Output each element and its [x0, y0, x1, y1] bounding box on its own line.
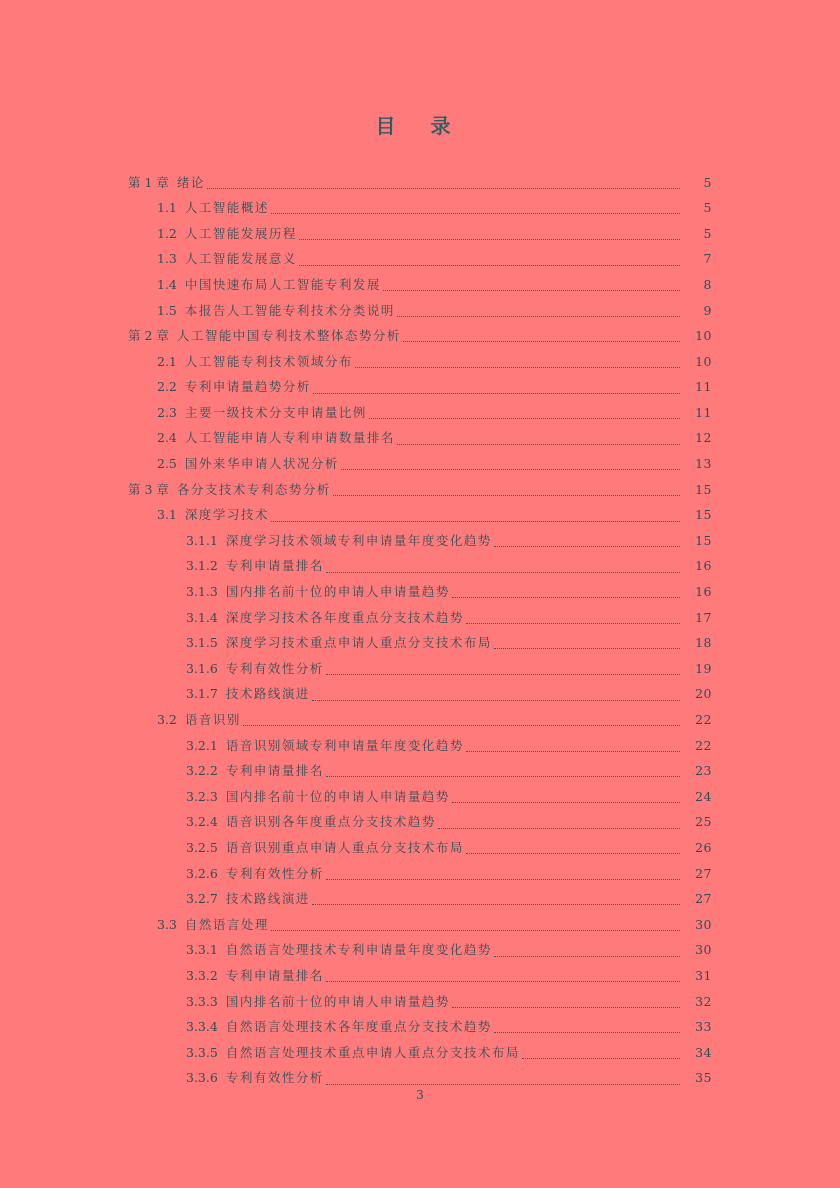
toc-entry-title: 专利有效性分析: [225, 1070, 324, 1086]
dot-leader: [341, 468, 680, 470]
toc-entry[interactable]: [0, 580, 840, 606]
toc-entry[interactable]: [0, 733, 840, 759]
toc-entry-title: 中国快速布局人工智能专利发展: [184, 276, 381, 292]
dot-leader: [466, 852, 680, 854]
toc-entry[interactable]: [0, 298, 840, 324]
toc-entry-page: 31: [695, 967, 712, 983]
dot-leader: [452, 1006, 680, 1008]
toc-entry[interactable]: [0, 912, 840, 938]
toc-entry[interactable]: [0, 605, 840, 631]
toc-entry[interactable]: [0, 682, 840, 708]
toc-entry-title: 专利申请量趋势分析: [184, 379, 311, 395]
toc-entry-number: 3.2.1: [186, 737, 218, 753]
toc-entry-number: 1.3: [157, 251, 177, 267]
toc-entry-number: 第 2 章: [128, 328, 169, 344]
toc-entry-page: 27: [695, 891, 712, 907]
toc-entry-title: 自然语言处理技术重点申请人重点分支技术布局: [225, 1044, 520, 1060]
toc-entry-number: 3.1.1: [186, 532, 218, 548]
toc-entry-number: 3.2.3: [186, 788, 218, 804]
toc-entry-title: 专利申请量排名: [225, 967, 324, 983]
toc-entry-title: 国内排名前十位的申请人申请量趋势: [225, 584, 450, 600]
toc-entry-page: 24: [695, 788, 712, 804]
toc-entry-page: 15: [695, 481, 712, 497]
toc-entry-title: 自然语言处理技术各年度重点分支技术趋势: [225, 1019, 492, 1035]
toc-entry-title: 语音识别各年度重点分支技术趋势: [225, 814, 436, 830]
toc-entry-title: 专利申请量排名: [225, 763, 324, 779]
toc-entry-number: 3.2.5: [186, 839, 218, 855]
toc-entry-title: 深度学习技术: [184, 507, 269, 523]
toc-entry-title: 自然语言处理: [184, 916, 269, 932]
dot-leader: [326, 1083, 680, 1085]
toc-entry-title: 专利有效性分析: [225, 865, 324, 881]
toc-entry[interactable]: [0, 375, 840, 401]
toc-entry-title: 绪论: [176, 174, 205, 190]
toc-entry-page: 35: [695, 1070, 712, 1086]
toc-entry[interactable]: [0, 759, 840, 785]
toc-entry-number: 3.1.5: [186, 635, 218, 651]
toc-entry-number: 1.5: [157, 302, 177, 318]
toc-entry[interactable]: [0, 861, 840, 887]
toc-entry-title: 国内排名前十位的申请人申请量趋势: [225, 993, 450, 1009]
toc-entry-page: 12: [695, 430, 712, 446]
toc-entry-number: 2.5: [157, 456, 177, 472]
toc-entry-number: 2.1: [157, 353, 177, 369]
toc-entry-page: 11: [695, 379, 712, 395]
toc-entry[interactable]: [0, 528, 840, 554]
toc-entry-page: 30: [695, 942, 712, 958]
dot-leader: [397, 443, 680, 445]
dot-leader: [326, 673, 680, 675]
toc-entry-number: 3.1.6: [186, 660, 218, 676]
toc-entry[interactable]: [0, 835, 840, 861]
toc-entry-number: 3.3.1: [186, 942, 218, 958]
toc-entry-title: 技术路线演进: [225, 891, 310, 907]
toc-entry-page: 18: [695, 635, 712, 651]
toc-entry[interactable]: [0, 247, 840, 273]
toc-entry[interactable]: [0, 452, 840, 478]
toc-entry-number: 3.1.4: [186, 609, 218, 625]
toc-entry-number: 3.2.7: [186, 891, 218, 907]
page-title: 目 录: [375, 114, 465, 138]
toc-entry-number: 3.3.6: [186, 1070, 218, 1086]
toc-entry-number: 2.2: [157, 379, 177, 395]
toc-entry-title: 人工智能申请人专利申请数量排名: [184, 430, 395, 446]
dot-leader: [312, 903, 680, 905]
toc-entry[interactable]: [0, 963, 840, 989]
toc-entry-page: 16: [695, 584, 712, 600]
toc-entry-number: 1.2: [157, 225, 177, 241]
toc-entry-title: 人工智能发展历程: [184, 225, 297, 241]
toc-entry-page: 34: [695, 1044, 712, 1060]
toc-entry[interactable]: [0, 196, 840, 222]
toc-entry-title: 语音识别重点申请人重点分支技术布局: [225, 839, 464, 855]
toc-entry-page: 27: [695, 865, 712, 881]
dot-leader: [326, 980, 680, 982]
dot-leader: [438, 827, 680, 829]
dot-leader: [494, 955, 680, 957]
dot-leader: [494, 647, 680, 649]
toc-entry-number: 第 3 章: [128, 481, 169, 497]
toc-entry-page: 19: [695, 660, 712, 676]
dot-leader: [355, 366, 680, 368]
toc-entry[interactable]: [0, 784, 840, 810]
dot-leader: [383, 289, 680, 291]
toc-entry-title: 各分支技术专利态势分析: [176, 481, 331, 497]
toc-entry-page: 15: [695, 507, 712, 523]
toc-entry[interactable]: [0, 221, 840, 247]
dot-leader: [466, 622, 680, 624]
toc-entry-number: 3.3: [157, 916, 177, 932]
toc-entry-page: 32: [695, 993, 712, 1009]
dot-leader: [271, 520, 680, 522]
dot-leader: [403, 340, 680, 342]
toc-entry-number: 2.3: [157, 404, 177, 420]
toc-entry-number: 3.1.3: [186, 584, 218, 600]
dot-leader: [369, 417, 680, 419]
toc-entry-page: 22: [695, 712, 712, 728]
toc-entry-page: 23: [695, 763, 712, 779]
toc-entry[interactable]: [0, 426, 840, 452]
toc-entry[interactable]: [0, 324, 840, 350]
dot-leader: [312, 699, 680, 701]
toc-entry-number: 3.2: [157, 712, 177, 728]
dot-leader: [271, 212, 680, 214]
toc-entry[interactable]: [0, 1015, 840, 1041]
toc-entry-title: 本报告人工智能专利技术分类说明: [184, 302, 395, 318]
dot-leader: [326, 571, 680, 573]
dot-leader: [466, 750, 680, 752]
toc-entry-title: 国内排名前十位的申请人申请量趋势: [225, 788, 450, 804]
toc-entry[interactable]: [0, 656, 840, 682]
toc-entry-page: 26: [695, 839, 712, 855]
dot-leader: [313, 392, 680, 394]
toc-entry[interactable]: [0, 1040, 840, 1066]
toc-entry-number: 3.3.2: [186, 967, 218, 983]
toc-entry-title: 主要一级技术分支申请量比例: [184, 404, 367, 420]
toc-entry-page: 5: [703, 200, 712, 216]
toc-entry-page: 13: [695, 456, 712, 472]
dot-leader: [522, 1057, 680, 1059]
toc-entry-page: 22: [695, 737, 712, 753]
toc-entry-page: 5: [703, 174, 712, 190]
toc-entry-title: 人工智能专利技术领域分布: [184, 353, 353, 369]
toc-entry[interactable]: [0, 887, 840, 913]
toc-entry-number: 3.1.2: [186, 558, 218, 574]
dot-leader: [326, 878, 680, 880]
toc-entry-page: 11: [695, 404, 712, 420]
table-of-contents: [0, 170, 840, 1091]
toc-entry-number: 3.3.4: [186, 1019, 218, 1035]
dot-leader: [299, 238, 680, 240]
toc-entry[interactable]: [0, 170, 840, 196]
toc-entry-page: 16: [695, 558, 712, 574]
toc-entry-number: 3.2.2: [186, 763, 218, 779]
dot-leader: [452, 596, 680, 598]
dot-leader: [326, 775, 680, 777]
toc-entry[interactable]: [0, 707, 840, 733]
toc-entry[interactable]: [0, 477, 840, 503]
dot-leader: [333, 494, 680, 496]
toc-entry-page: 10: [695, 353, 712, 369]
toc-entry-number: 1.4: [157, 276, 177, 292]
page-number: 3: [416, 1088, 424, 1102]
toc-entry[interactable]: [0, 503, 840, 529]
dot-leader: [494, 1031, 680, 1033]
toc-entry[interactable]: [0, 400, 840, 426]
dot-leader: [271, 929, 680, 931]
dot-leader: [397, 315, 680, 317]
toc-entry-title: 专利申请量排名: [225, 558, 324, 574]
toc-entry-title: 技术路线演进: [225, 686, 310, 702]
toc-entry-title: 深度学习技术重点申请人重点分支技术布局: [225, 635, 492, 651]
toc-entry-page: 5: [703, 225, 712, 241]
toc-entry[interactable]: [0, 989, 840, 1015]
toc-entry-page: 15: [695, 532, 712, 548]
toc-entry[interactable]: [0, 272, 840, 298]
toc-entry-page: 25: [695, 814, 712, 830]
toc-entry-page: 20: [695, 686, 712, 702]
dot-leader: [207, 187, 680, 189]
toc-entry-title: 人工智能发展意义: [184, 251, 297, 267]
toc-entry-page: 7: [703, 251, 712, 267]
toc-entry[interactable]: [0, 810, 840, 836]
toc-entry-number: 3.2.4: [186, 814, 218, 830]
toc-entry-title: 自然语言处理技术专利申请量年度变化趋势: [225, 942, 492, 958]
toc-entry[interactable]: [0, 631, 840, 657]
dot-leader: [494, 545, 680, 547]
toc-entry-number: 2.4: [157, 430, 177, 446]
toc-entry-title: 深度学习技术领域专利申请量年度变化趋势: [225, 532, 492, 548]
toc-entry-title: 深度学习技术各年度重点分支技术趋势: [225, 609, 464, 625]
toc-entry-number: 第 1 章: [128, 174, 169, 190]
toc-entry-page: 30: [695, 916, 712, 932]
toc-entry-title: 语音识别领域专利申请量年度变化趋势: [225, 737, 464, 753]
toc-entry[interactable]: [0, 938, 840, 964]
toc-entry-title: 人工智能中国专利技术整体态势分析: [176, 328, 401, 344]
toc-entry-number: 1.1: [157, 200, 177, 216]
toc-entry-page: 33: [695, 1019, 712, 1035]
dot-leader: [452, 801, 680, 803]
toc-entry-number: 3.2.6: [186, 865, 218, 881]
toc-entry[interactable]: [0, 554, 840, 580]
toc-entry-title: 专利有效性分析: [225, 660, 324, 676]
toc-entry-page: 10: [695, 328, 712, 344]
toc-entry-title: 人工智能概述: [184, 200, 269, 216]
toc-entry-number: 3.1.7: [186, 686, 218, 702]
toc-entry-page: 8: [703, 276, 712, 292]
toc-entry[interactable]: [0, 349, 840, 375]
toc-entry-page: 17: [695, 609, 712, 625]
toc-entry-title: 语音识别: [184, 712, 241, 728]
toc-entry-title: 国外来华申请人状况分析: [184, 456, 339, 472]
toc-entry-page: 9: [703, 302, 712, 318]
toc-entry-number: 3.3.5: [186, 1044, 218, 1060]
dot-leader: [243, 724, 680, 726]
dot-leader: [299, 264, 680, 266]
toc-entry-number: 3.3.3: [186, 993, 218, 1009]
toc-entry-number: 3.1: [157, 507, 177, 523]
